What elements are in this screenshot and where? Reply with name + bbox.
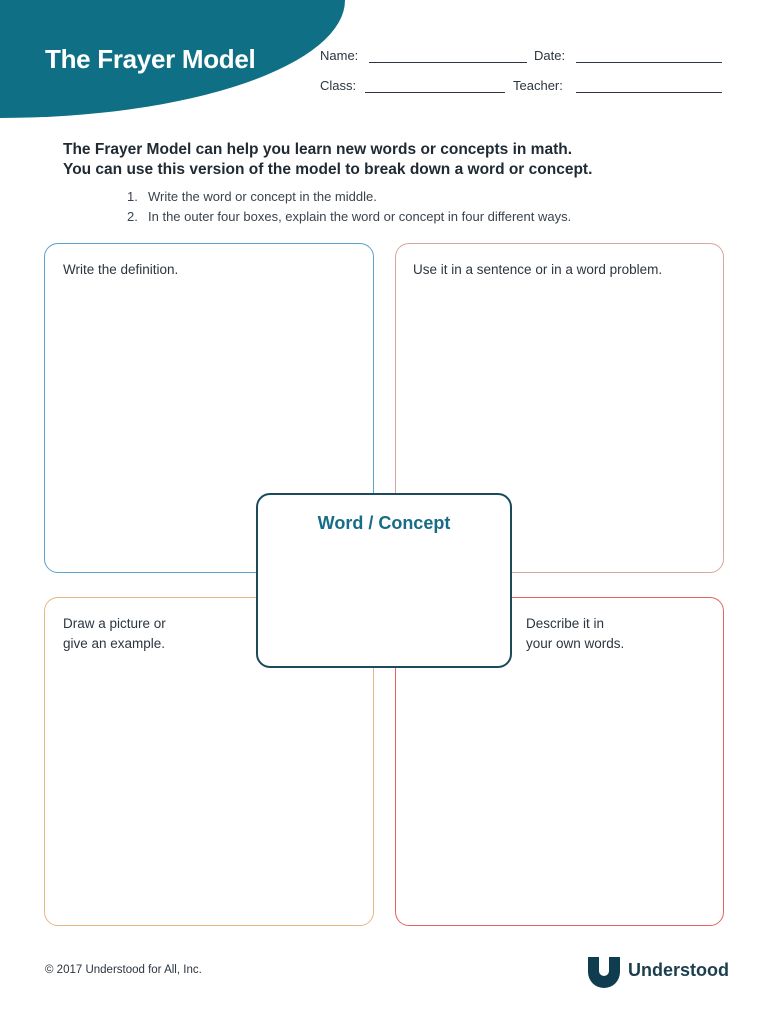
instruction-item: [127, 187, 727, 207]
name-label: Name:: [320, 48, 359, 63]
word-concept-box[interactable]: [256, 493, 512, 668]
understood-u-icon: [586, 955, 622, 989]
date-field[interactable]: [534, 48, 565, 63]
sentence-prompt: [413, 260, 713, 280]
logo-text: Understood: [628, 960, 729, 980]
instructions-list: [127, 187, 727, 227]
instruction-number: 2.: [127, 209, 138, 224]
date-line[interactable]: [576, 48, 722, 63]
instruction-text: Write the word or concept in the middle.: [148, 189, 377, 204]
describe-prompt-line-1: Describe it in: [526, 616, 605, 631]
instruction-text: In the outer four boxes, explain the word or concept in four different ways.: [148, 209, 572, 224]
instruction-number: 1.: [127, 189, 138, 204]
definition-prompt-text: Write the definition.: [63, 262, 179, 277]
class-label: Class:: [320, 78, 357, 93]
sentence-prompt-text: Use it in a sentence or in a word problem.: [413, 262, 663, 277]
class-field[interactable]: [320, 78, 356, 93]
copyright-text: © 2017 Understood for All, Inc.: [45, 964, 202, 976]
teacher-line[interactable]: [576, 78, 722, 93]
word-concept-label: Word / Concept: [317, 513, 451, 533]
teacher-field[interactable]: [513, 78, 563, 93]
picture-prompt-line-2: give an example.: [63, 636, 166, 651]
picture-prompt: [63, 614, 263, 654]
understood-logo: [586, 955, 729, 989]
picture-prompt-line-1: Draw a picture or: [63, 616, 166, 631]
intro-line-1: The Frayer Model can help you learn new words or concepts in math.: [63, 141, 573, 158]
name-line[interactable]: [369, 48, 527, 63]
class-line[interactable]: [365, 78, 505, 93]
intro-line-2: You can use this version of the model to break down a word or concept.: [63, 161, 593, 178]
definition-prompt: [63, 260, 353, 280]
name-field[interactable]: [320, 48, 358, 63]
date-label: Date:: [534, 48, 566, 63]
instruction-item: [127, 207, 727, 227]
teacher-label: Teacher:: [513, 78, 563, 93]
page-title: The Frayer Model: [45, 44, 256, 74]
describe-prompt: [526, 614, 726, 654]
describe-prompt-line-2: your own words.: [526, 636, 625, 651]
intro-text: [63, 140, 703, 180]
